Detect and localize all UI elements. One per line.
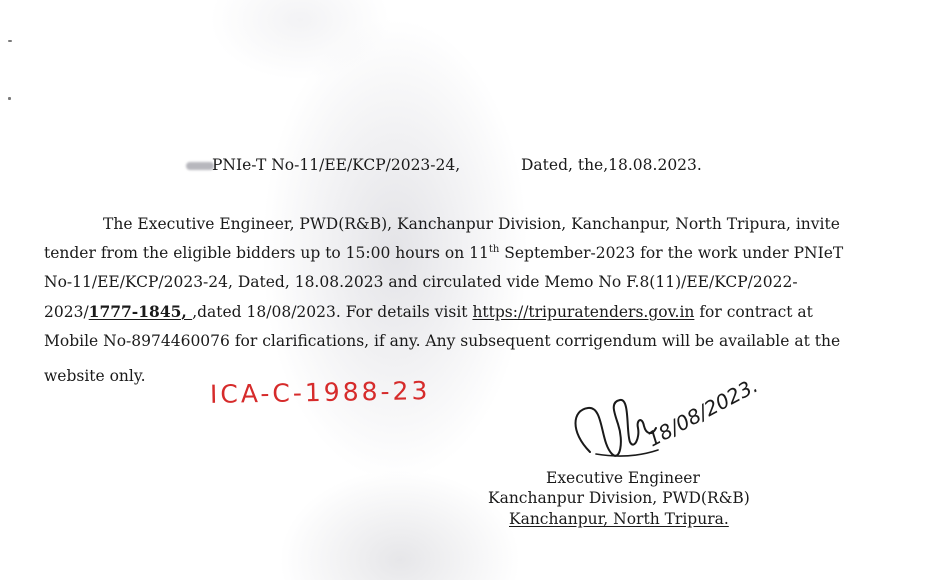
redacted-mark [186, 162, 214, 170]
signatory-location-text: Kanchanpur, North Tripura. [509, 510, 729, 528]
body-line-4-text: 2023/ [44, 303, 89, 321]
handwritten-date: 18/08/2023. [643, 373, 762, 452]
memo-number: 1777-1845, [88, 302, 193, 321]
body-line-1: The Executive Engineer, PWD(R&B), Kanchanpur Division, Kanchanpur, North Tripura, invite [103, 215, 840, 233]
ordinal-suffix: th [488, 244, 500, 255]
body-line-2-rest: September-2023 for the work under PNIeT [499, 244, 844, 262]
handwritten-reference-stamp: ICA-C-1988-23 [209, 376, 431, 409]
body-line-6: website only. [44, 367, 146, 385]
body-line-2-text: tender from the eligible bidders up to 15:00 hours on 11 [44, 244, 489, 262]
document-date: Dated, the,18.08.2023. [521, 156, 702, 174]
scan-speck [8, 97, 11, 100]
signatory-designation: Executive Engineer [546, 469, 700, 487]
signatory-office: Kanchanpur Division, PWD(R&B) [488, 489, 750, 507]
signature-image [560, 372, 780, 482]
body-line-4-mid: ,dated 18/08/2023. For details visit [192, 303, 473, 321]
signatory-location [509, 509, 729, 529]
body-line-4 [44, 302, 813, 322]
tender-portal-link[interactable]: https://tripuratenders.gov.in [472, 303, 695, 321]
reference-number: PNIe-T No-11/EE/KCP/2023-24, [212, 156, 461, 174]
body-line-2 [44, 243, 843, 263]
scan-speck [8, 40, 12, 42]
body-line-5: Mobile No-8974460076 for clarifications, if any. Any subsequent corrigendum will be available at the [44, 332, 841, 350]
body-line-3: No-11/EE/KCP/2023-24, Dated, 18.08.2023 and circulated vide Memo No F.8(11)/EE/KCP/2022- [44, 273, 798, 291]
body-line-4-rest: for contract at [694, 303, 813, 321]
